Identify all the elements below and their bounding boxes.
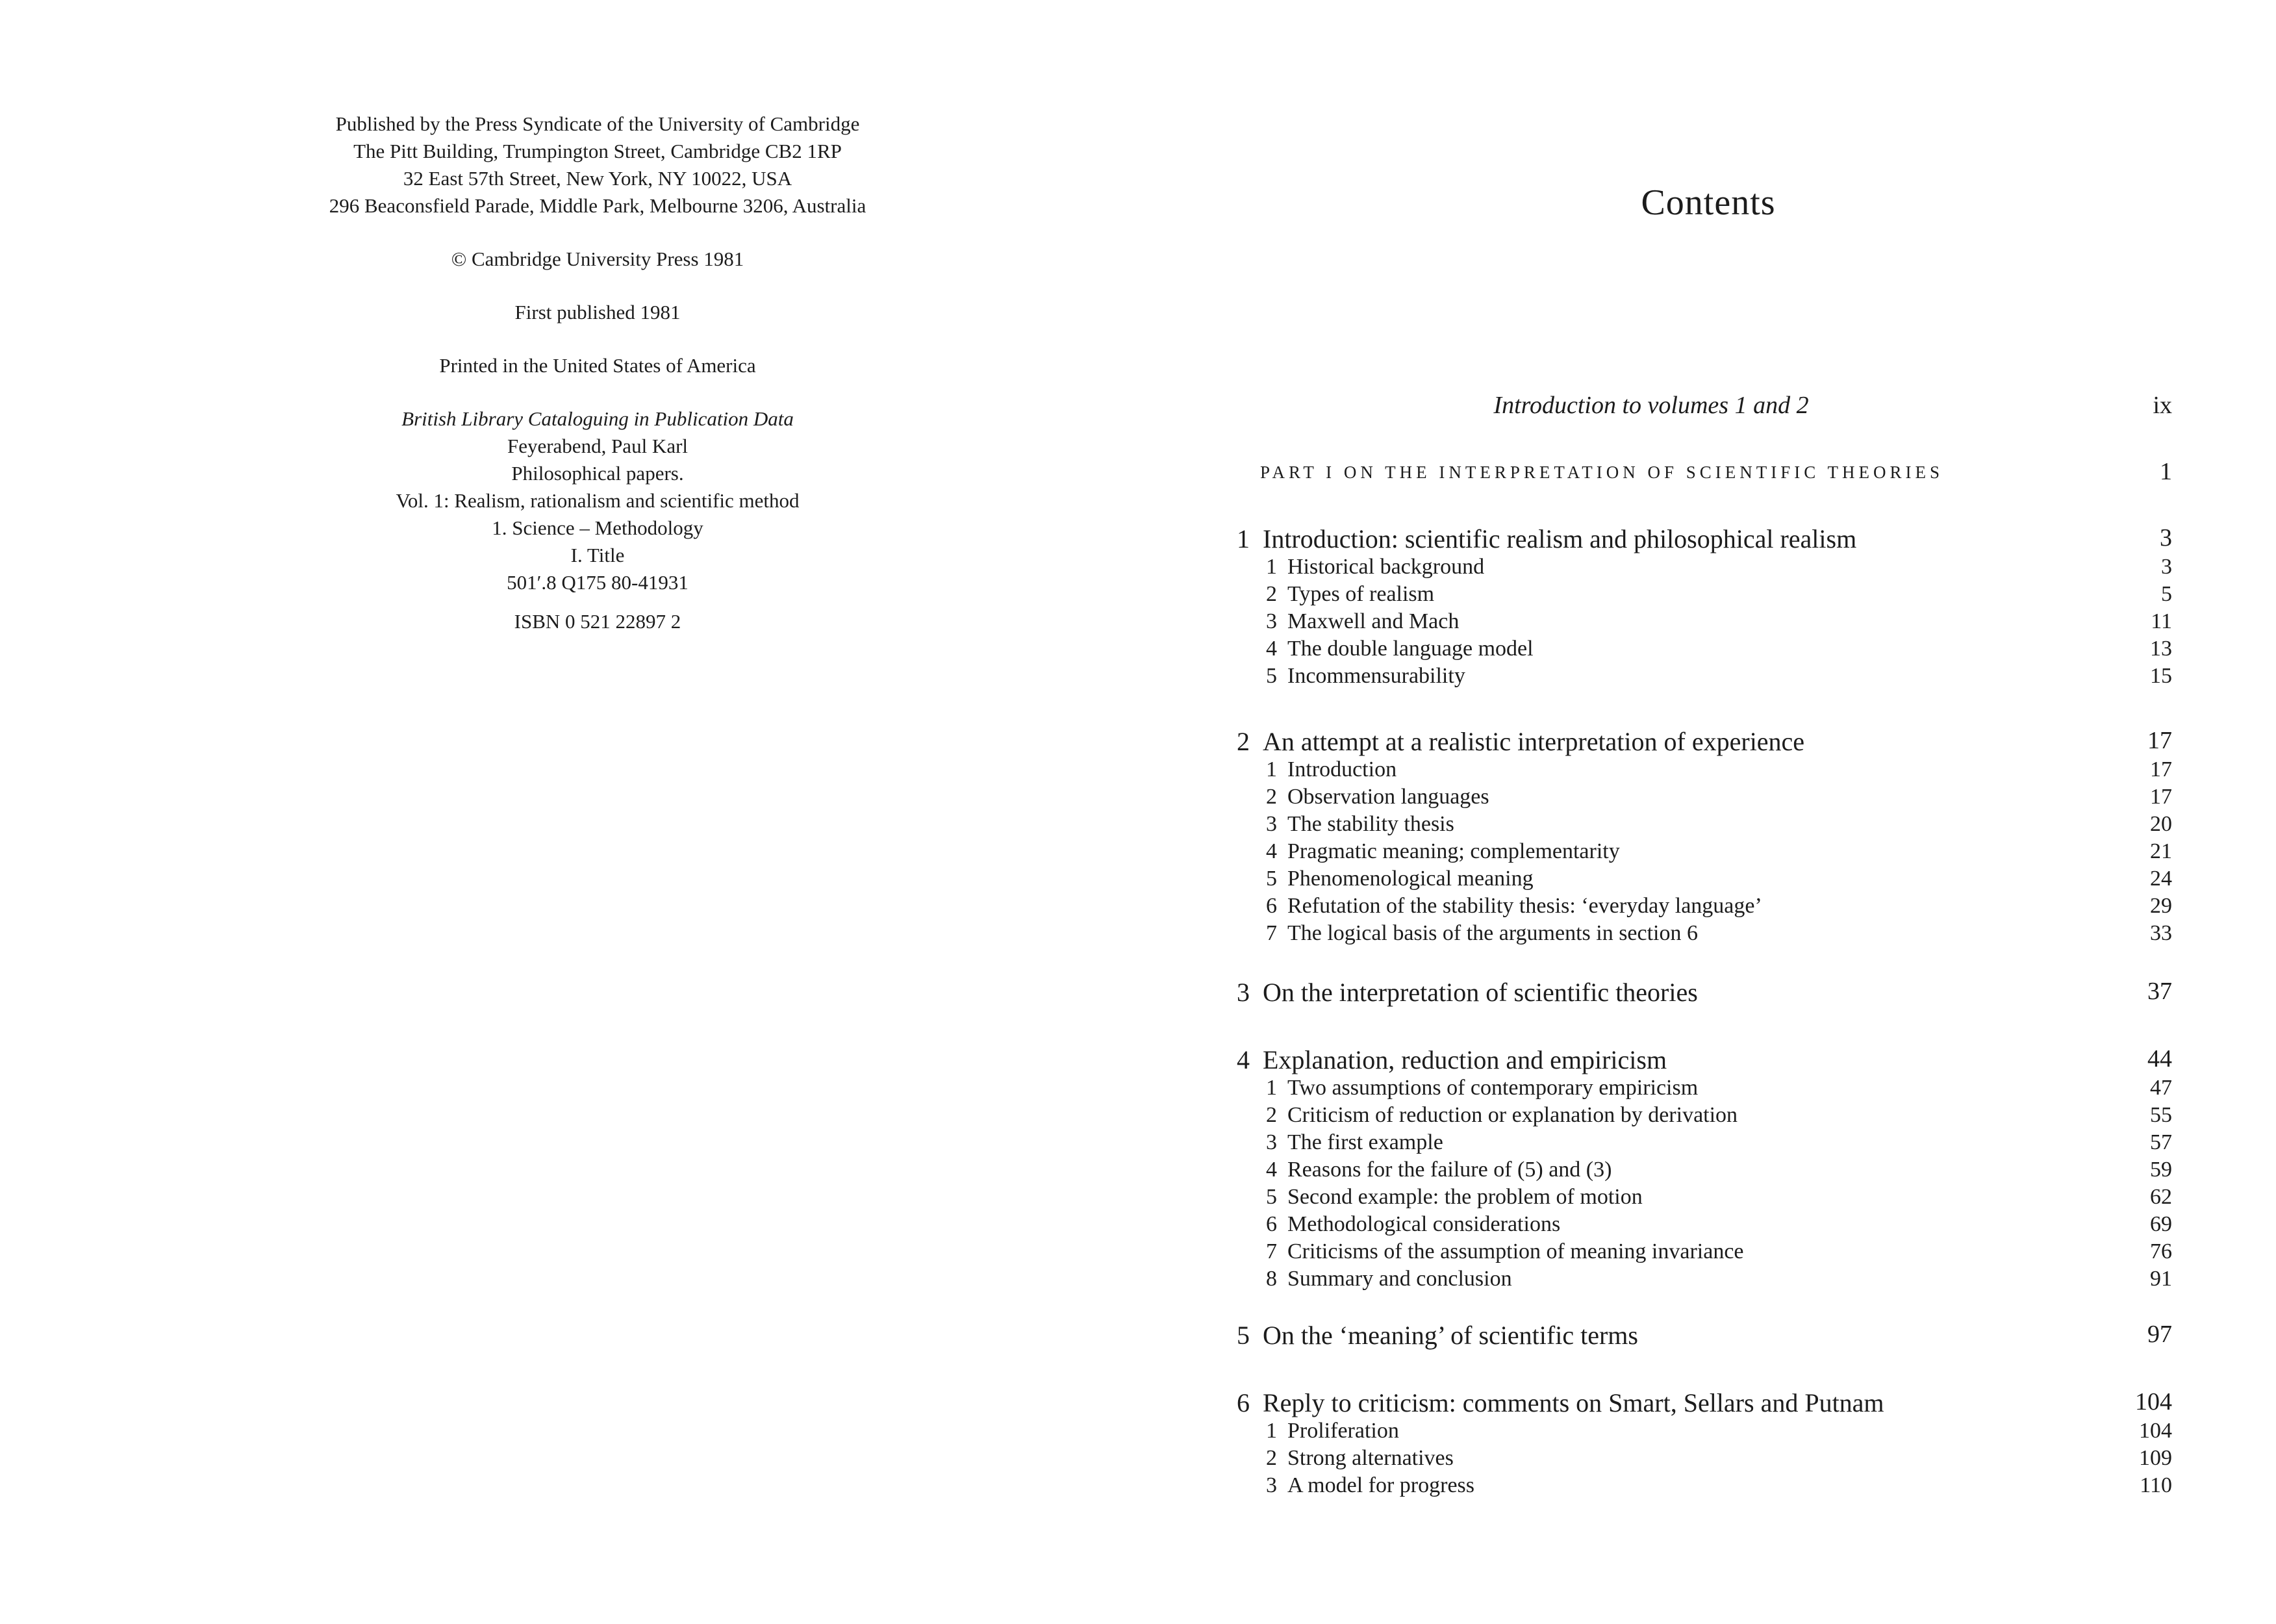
chapter-page: 3 xyxy=(2160,524,2172,552)
toc-section xyxy=(1138,1212,2276,1239)
section-number: 7 xyxy=(1266,1239,1277,1263)
section-number: 3 xyxy=(1266,609,1277,633)
toc-section xyxy=(1138,555,2276,582)
chapter-heading xyxy=(1138,1045,2276,1076)
chapter-heading xyxy=(1138,977,2276,1008)
toc-section xyxy=(1138,1239,2276,1267)
cip-line: Philosophical papers. xyxy=(511,462,684,485)
toc-section xyxy=(1138,1446,2276,1473)
section-page: 15 xyxy=(2150,664,2172,688)
cip-line: Feyerabend, Paul Karl xyxy=(507,435,689,457)
section-title: Second example: the problem of motion xyxy=(1287,1185,1643,1209)
cip-line: Vol. 1: Realism, rationalism and scientific method xyxy=(396,489,800,512)
section-number: 6 xyxy=(1266,1212,1277,1236)
section-title: The first example xyxy=(1287,1130,1443,1154)
toc-section xyxy=(1138,785,2276,812)
first-published-line: First published 1981 xyxy=(514,301,681,324)
section-title: Reasons for the failure of (5) and (3) xyxy=(1287,1158,1612,1182)
toc-chapter xyxy=(1138,977,2276,1008)
section-number: 5 xyxy=(1266,867,1277,891)
section-title: The logical basis of the arguments in section 6 xyxy=(1287,921,1699,945)
section-page: 109 xyxy=(2139,1446,2172,1470)
toc-section xyxy=(1138,1076,2276,1103)
toc-section xyxy=(1138,867,2276,894)
section-number: 1 xyxy=(1266,757,1277,781)
section-page: 24 xyxy=(2150,867,2172,891)
section-title: Summary and conclusion xyxy=(1287,1267,1512,1291)
chapter-number: 3 xyxy=(1237,978,1250,1007)
section-title: Types of realism xyxy=(1287,582,1435,606)
toc-section xyxy=(1138,921,2276,948)
section-title: The double language model xyxy=(1287,637,1534,661)
section-title: Introduction xyxy=(1287,757,1397,781)
toc-part-page: 1 xyxy=(2160,458,2172,485)
chapter-heading xyxy=(1138,524,2276,555)
section-page: 21 xyxy=(2150,839,2172,863)
section-page: 13 xyxy=(2150,637,2172,661)
section-page: 69 xyxy=(2150,1212,2172,1236)
section-page: 59 xyxy=(2150,1158,2172,1182)
section-page: 17 xyxy=(2150,785,2172,809)
chapter-number: 1 xyxy=(1237,524,1250,553)
publisher-line: Published by the Press Syndicate of the University of Cambridge xyxy=(335,112,860,135)
toc-chapter xyxy=(1138,524,2276,691)
section-title: Criticisms of the assumption of meaning invariance xyxy=(1287,1239,1744,1263)
toc-section xyxy=(1138,664,2276,691)
section-title: Strong alternatives xyxy=(1287,1446,1454,1470)
chapter-title: On the ‘meaning’ of scientific terms xyxy=(1263,1321,1638,1350)
publisher-line: 32 East 57th Street, New York, NY 10022, USA xyxy=(403,167,792,190)
section-number: 3 xyxy=(1266,812,1277,836)
chapter-page: 37 xyxy=(2147,978,2172,1005)
toc-chapter xyxy=(1138,1045,2276,1294)
toc-section xyxy=(1138,1130,2276,1158)
printed-in-line: Printed in the United States of America xyxy=(439,354,756,377)
section-page: 91 xyxy=(2150,1267,2172,1291)
section-title: Pragmatic meaning; complementarity xyxy=(1287,839,1620,863)
toc-section xyxy=(1138,812,2276,839)
section-title: The stability thesis xyxy=(1287,812,1454,836)
section-number: 5 xyxy=(1266,664,1277,688)
section-title: Observation languages xyxy=(1287,785,1489,809)
section-title: A model for progress xyxy=(1287,1473,1475,1497)
chapter-page: 104 xyxy=(2135,1388,2172,1415)
section-page: 57 xyxy=(2150,1130,2172,1154)
section-number: 3 xyxy=(1266,1473,1277,1497)
section-page: 47 xyxy=(2150,1076,2172,1100)
section-page: 3 xyxy=(2161,555,2172,579)
section-page: 104 xyxy=(2139,1419,2172,1443)
chapter-heading xyxy=(1138,726,2276,757)
toc-intro-page: ix xyxy=(2153,392,2172,419)
section-number: 1 xyxy=(1266,1419,1277,1443)
section-page: 5 xyxy=(2161,582,2172,606)
section-number: 2 xyxy=(1266,1103,1277,1127)
chapter-title: On the interpretation of scientific theories xyxy=(1263,978,1698,1007)
section-number: 2 xyxy=(1266,1446,1277,1470)
section-number: 4 xyxy=(1266,637,1277,661)
chapter-title: Explanation, reduction and empiricism xyxy=(1263,1045,1667,1074)
toc-section xyxy=(1138,894,2276,921)
cip-heading: British Library Cataloguing in Publication Data xyxy=(401,407,794,430)
toc-chapter xyxy=(1138,726,2276,948)
section-title: Refutation of the stability thesis: ‘everyday language’ xyxy=(1287,894,1762,918)
contents-page xyxy=(1138,0,2276,1624)
toc-section xyxy=(1138,839,2276,867)
toc-section xyxy=(1138,637,2276,664)
chapter-title: Reply to criticism: comments on Smart, Sellars and Putnam xyxy=(1263,1388,1884,1417)
toc-section xyxy=(1138,1473,2276,1501)
section-page: 62 xyxy=(2150,1185,2172,1209)
imprint-block xyxy=(273,110,922,635)
section-title: Phenomenological meaning xyxy=(1287,867,1534,891)
publisher-line: The Pitt Building, Trumpington Street, Cambridge CB2 1RP xyxy=(353,140,842,162)
chapter-number: 2 xyxy=(1237,727,1250,756)
section-page: 20 xyxy=(2150,812,2172,836)
section-title: Methodological considerations xyxy=(1287,1212,1561,1236)
chapter-title: Introduction: scientific realism and philosophical realism xyxy=(1263,524,1857,553)
section-title: Proliferation xyxy=(1287,1419,1399,1443)
cip-line: 1. Science – Methodology xyxy=(492,516,703,539)
section-number: 6 xyxy=(1266,894,1277,918)
toc-section xyxy=(1138,1185,2276,1212)
copyright-line: © Cambridge University Press 1981 xyxy=(451,247,744,270)
section-title: Two assumptions of contemporary empiricism xyxy=(1287,1076,1699,1100)
section-number: 7 xyxy=(1266,921,1277,945)
toc-chapter xyxy=(1138,1388,2276,1501)
chapter-page: 97 xyxy=(2147,1321,2172,1348)
section-page: 17 xyxy=(2150,757,2172,781)
section-page: 33 xyxy=(2150,921,2172,945)
chapter-title: An attempt at a realistic interpretation of experience xyxy=(1263,727,1805,756)
section-page: 29 xyxy=(2150,894,2172,918)
toc-section xyxy=(1138,1419,2276,1446)
section-number: 2 xyxy=(1266,785,1277,809)
chapter-number: 4 xyxy=(1237,1045,1250,1074)
toc-section xyxy=(1138,757,2276,785)
section-title: Incommensurability xyxy=(1287,664,1465,688)
cip-line: I. Title xyxy=(570,544,625,566)
toc-section xyxy=(1138,582,2276,609)
section-number: 1 xyxy=(1266,1076,1277,1100)
section-page: 55 xyxy=(2150,1103,2172,1127)
section-page: 11 xyxy=(2151,609,2172,633)
section-title: Criticism of reduction or explanation by derivation xyxy=(1287,1103,1738,1127)
section-title: Maxwell and Mach xyxy=(1287,609,1460,633)
section-number: 4 xyxy=(1266,1158,1277,1182)
chapter-number: 5 xyxy=(1237,1321,1250,1350)
chapter-number: 6 xyxy=(1237,1388,1250,1417)
toc-intro-title: Introduction to volumes 1 and 2 xyxy=(1493,392,1809,419)
chapter-heading xyxy=(1138,1320,2276,1351)
section-title: Historical background xyxy=(1287,555,1485,579)
cip-line: 501′.8 Q175 80-41931 xyxy=(507,571,689,594)
section-number: 4 xyxy=(1266,839,1277,863)
section-number: 5 xyxy=(1266,1185,1277,1209)
toc-section xyxy=(1138,1267,2276,1294)
page-title: Contents xyxy=(1641,183,1776,223)
chapter-page: 17 xyxy=(2147,727,2172,754)
toc-section xyxy=(1138,1158,2276,1185)
toc-part-title: PART I ON THE INTERPRETATION OF SCIENTIFIC THEORIES xyxy=(1260,463,1944,482)
toc-section xyxy=(1138,1103,2276,1130)
section-page: 110 xyxy=(2140,1473,2172,1497)
toc-section xyxy=(1138,609,2276,637)
chapter-heading xyxy=(1138,1388,2276,1419)
section-number: 3 xyxy=(1266,1130,1277,1154)
section-number: 8 xyxy=(1266,1267,1277,1291)
section-number: 1 xyxy=(1266,555,1277,579)
section-number: 2 xyxy=(1266,582,1277,606)
chapter-page: 44 xyxy=(2147,1045,2172,1072)
section-page: 76 xyxy=(2150,1239,2172,1263)
publisher-line: 296 Beaconsfield Parade, Middle Park, Melbourne 3206, Australia xyxy=(329,194,866,217)
isbn-line: ISBN 0 521 22897 2 xyxy=(514,610,681,633)
toc-chapter xyxy=(1138,1320,2276,1351)
